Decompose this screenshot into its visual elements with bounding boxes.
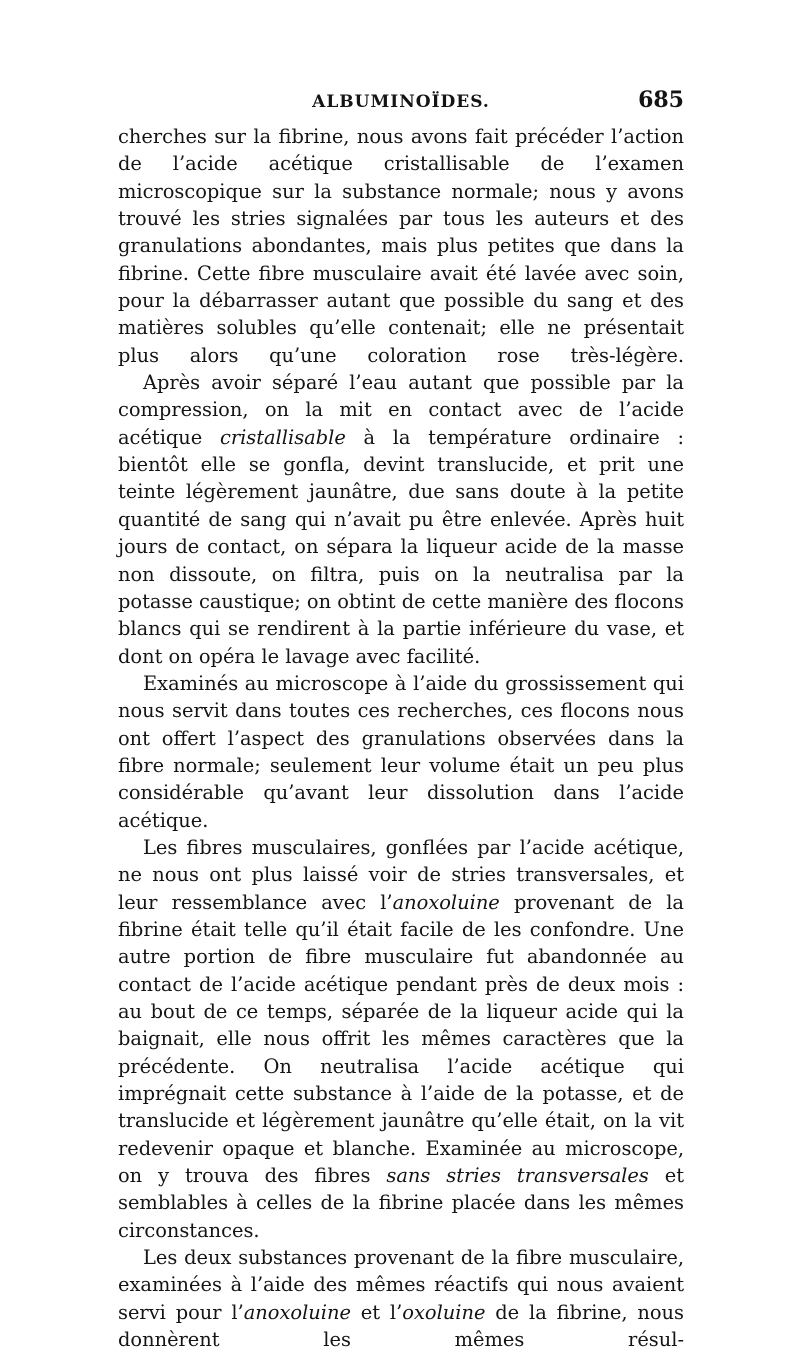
italic-text-run: sans stries transversales [386,1164,649,1188]
italic-text-run: anoxoluine [243,1300,351,1324]
text-run: de la fibrine, nous donnèrent les mêmes résul- [118,1300,684,1352]
text-run: provenant de la fibrine était telle qu’il était facile de les confondre. Une autre portion de fibre musculaire fut abandonnée au contact de l’acide acétique pendant près de deux mois : au bout de ce temps, séparée de la liqueur acide qui la baignait, elle nous offrit les mêmes caractères que la précédente. On neutralisa l’acide acétique qui imprégnait cette substance à l’aide de la potasse, et de translucide et légèrement jaunâtre qu’elle était, on la vit redevenir opaque et blanche. Examinée au microscope, on y trouva des fibres [118,890,684,1188]
text-run: Les fibres musculaires, gonflées par l’acide acétique, ne nous ont plus laissé voir de stries transversales, et leur ressemblance avec l’ [118,835,684,914]
text-run: Examinés au microscope à l’aide du grossissement qui nous servit dans toutes ces recherches, ces flocons nous ont offert l’aspect des granulations observées dans la fibre normale; seulement leur volume était un peu plus considérable qu’avant leur dissolution dans l’acide acétique. [118,671,684,832]
body-text [118,123,684,1353]
text-run: Après avoir séparé l’eau autant que possible par la compression, on la mit en contact avec de l’acide acétique [118,371,684,449]
paragraph-3 [118,670,684,834]
text-run: à la température ordinaire : bientôt elle se gonfla, devint translucide, et prit une teinte légèrement jaunâtre, due sans doute à la petite quantité de sang qui n’avait pu être enlevée. Après huit jours de contact, on sépara la liqueur acide de la masse non dissoute, on filtra, puis on la neutralisa par la potasse caustique; on obtint de cette manière des flocons blancs qui se rendirent à la partie inférieure du vase, et dont on opéra le lavage avec facilité. [118,425,684,668]
paragraph-1 [118,123,684,369]
page-number: 685 [638,87,684,113]
text-run: et l’ [350,1300,403,1324]
running-header [118,84,684,118]
italic-text-run: cristallisable [219,425,346,449]
paragraph-2 [118,369,684,670]
paragraph-5 [118,1244,684,1353]
italic-text-run: anoxoluine [392,890,500,914]
text-run: cherches sur la fibrine, nous avons fait précéder l’action de l’acide acétique cristallisable de l’examen microscopique sur la substance normale; nous y avons trouvé les stries signalées par tous les auteurs et des granulations abondantes, mais plus petites que dans la fibrine. Cette fibre musculaire avait été lavée avec soin, pour la débarrasser autant que possible du sang et des matières solubles qu’elle contenait; elle ne présentait plus alors qu’une coloration rose très-légère. [118,125,684,367]
paragraph-4 [118,834,684,1244]
text-run: et semblables à celles de la fibrine placée dans les mêmes circonstances. [118,1164,684,1242]
italic-text-run: oxoluine [402,1300,486,1324]
running-title: ALBUMINOÏDES. [312,92,490,112]
text-run: Les deux substances provenant de la fibre musculaire, examinées à l’aide des mêmes réactifs qui nous avaient servi pour l’ [118,1246,684,1324]
